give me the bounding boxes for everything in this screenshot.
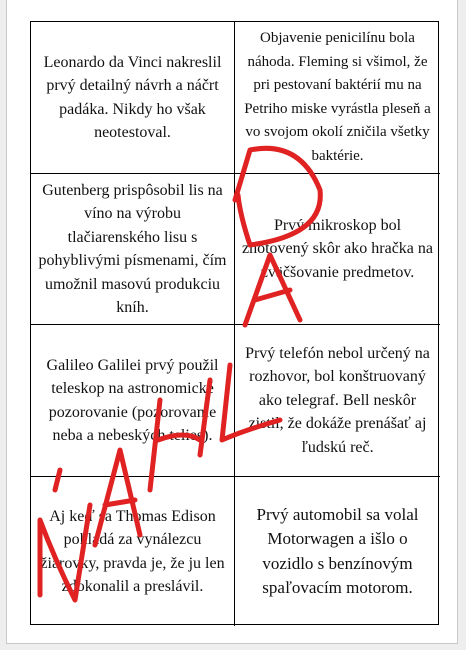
card-edison [31,477,235,626]
card-text: Prvý automobil sa volal Motorwagen a išlo o vozidlo s benzínovým spaľovacím motorom. [256,504,419,597]
card-text: Galileo Galilei prvý použil teleskop na astronomické pozorovanie (pozorovanie neba a nebeských telies). [46,356,219,444]
card-grid [30,21,439,625]
card-text: Objavenie penicilínu bola náhoda. Fleming si všimol, že pri pestovaní baktérií mu na Petriho miske vyrástla pleseň a vo svojom okolí zničila všetky baktérie. [244,30,431,164]
card-text: Gutenberg prispôsobil lis na víno na výrobu tlačiarenského lisu s pohyblivými písmenami, čím umožnil masovú produkciu kníh. [38,181,227,316]
card-penicillin [235,22,440,174]
card-leonardo [31,22,235,174]
card-telephone [235,325,440,477]
card-microscope [235,174,440,325]
card-text: Prvý telefón nebol určený na rozhovor, bol konštruovaný ako telegraf. Bell neskôr zistil, že dokáže prenášať aj ľudskú reč. [245,344,430,456]
card-text: Aj keď sa Thomas Edison pokladá za vynálezcu žiarovky, pravda je, že ju len zdokonalil a preslávil. [40,507,225,595]
document-page [6,0,458,644]
card-galileo [31,325,235,477]
card-text: Prvý mikroskop bol zhotovený skôr ako hračka na zväčšovanie predmetov. [241,216,434,281]
card-text: Leonardo da Vinci nakreslil prvý detailný návrh a náčrt padáka. Nikdy ho však neotestoval. [43,53,222,141]
card-automobile [235,477,440,626]
card-gutenberg [31,174,235,325]
